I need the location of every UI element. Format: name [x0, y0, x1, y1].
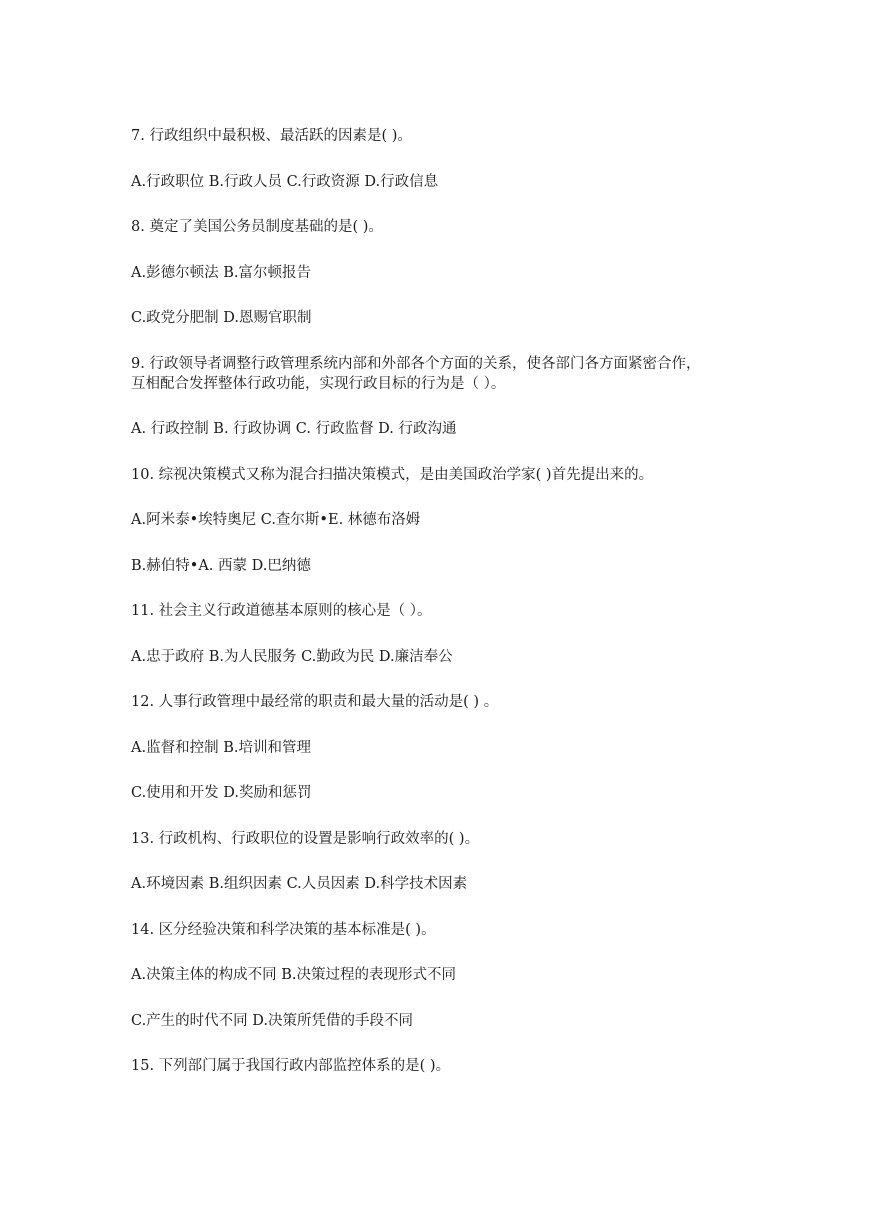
question-8-options-ab: A.彭德尔顿法 B.富尔顿报告 — [131, 264, 311, 281]
question-7-options: A.行政职位 B.行政人员 C.行政资源 D.行政信息 — [131, 173, 439, 190]
question-11: 11. 社会主义行政道德基本原则的核心是（ ）。 — [131, 603, 432, 619]
question-11-options: A.忠于政府 B.为人民服务 C.勤政为民 D.廉洁奉公 — [131, 648, 453, 665]
question-10: 10. 综视决策模式又称为混合扫描决策模式，是由美国政治学家( )首先提出来的。 — [131, 466, 654, 483]
question-12: 12. 人事行政管理中最经常的职责和最大量的活动是( ) 。 — [131, 694, 499, 710]
question-9-options: A. 行政控制 B. 行政协调 C. 行政监督 D. 行政沟通 — [131, 421, 457, 437]
question-8: 8. 奠定了美国公务员制度基础的是( )。 — [131, 219, 383, 235]
question-9-line-2: 互相配合发挥整体行政功能，实现行政目标的行为是（ ）。 — [131, 375, 506, 392]
question-14: 14. 区分经验决策和科学决策的基本标准是( )。 — [131, 921, 436, 938]
question-15: 15. 下列部门属于我国行政内部监控体系的是( )。 — [131, 1058, 451, 1074]
question-10-options-ac: A.阿米泰•埃特奥尼 C.查尔斯•E. 林德布洛姆 — [131, 512, 421, 528]
question-14-options-cd: C.产生的时代不同 D.决策所凭借的手段不同 — [131, 1012, 414, 1029]
question-13: 13. 行政机构、行政职位的设置是影响行政效率的( )。 — [131, 830, 480, 847]
question-10-options-bd: B.赫伯特•A. 西蒙 D.巴纳德 — [131, 557, 311, 574]
question-12-options-cd: C.使用和开发 D.奖励和惩罚 — [131, 785, 312, 801]
question-8-options-cd: C.政党分肥制 D.恩赐官职制 — [131, 310, 312, 326]
question-13-options: A.环境因素 B.组织因素 C.人员因素 D.科学技术因素 — [131, 876, 468, 892]
question-7: 7. 行政组织中最积极、最活跃的因素是( )。 — [131, 128, 412, 144]
question-12-options-ab: A.监督和控制 B.培训和管理 — [131, 739, 311, 756]
question-9-line-1: 9. 行政领导者调整行政管理系统内部和外部各个方面的关系，使各部门各方面紧密合作， — [131, 355, 701, 372]
question-14-options-ab: A.决策主体的构成不同 B.决策过程的表现形式不同 — [131, 967, 456, 983]
question-list — [131, 126, 751, 1076]
